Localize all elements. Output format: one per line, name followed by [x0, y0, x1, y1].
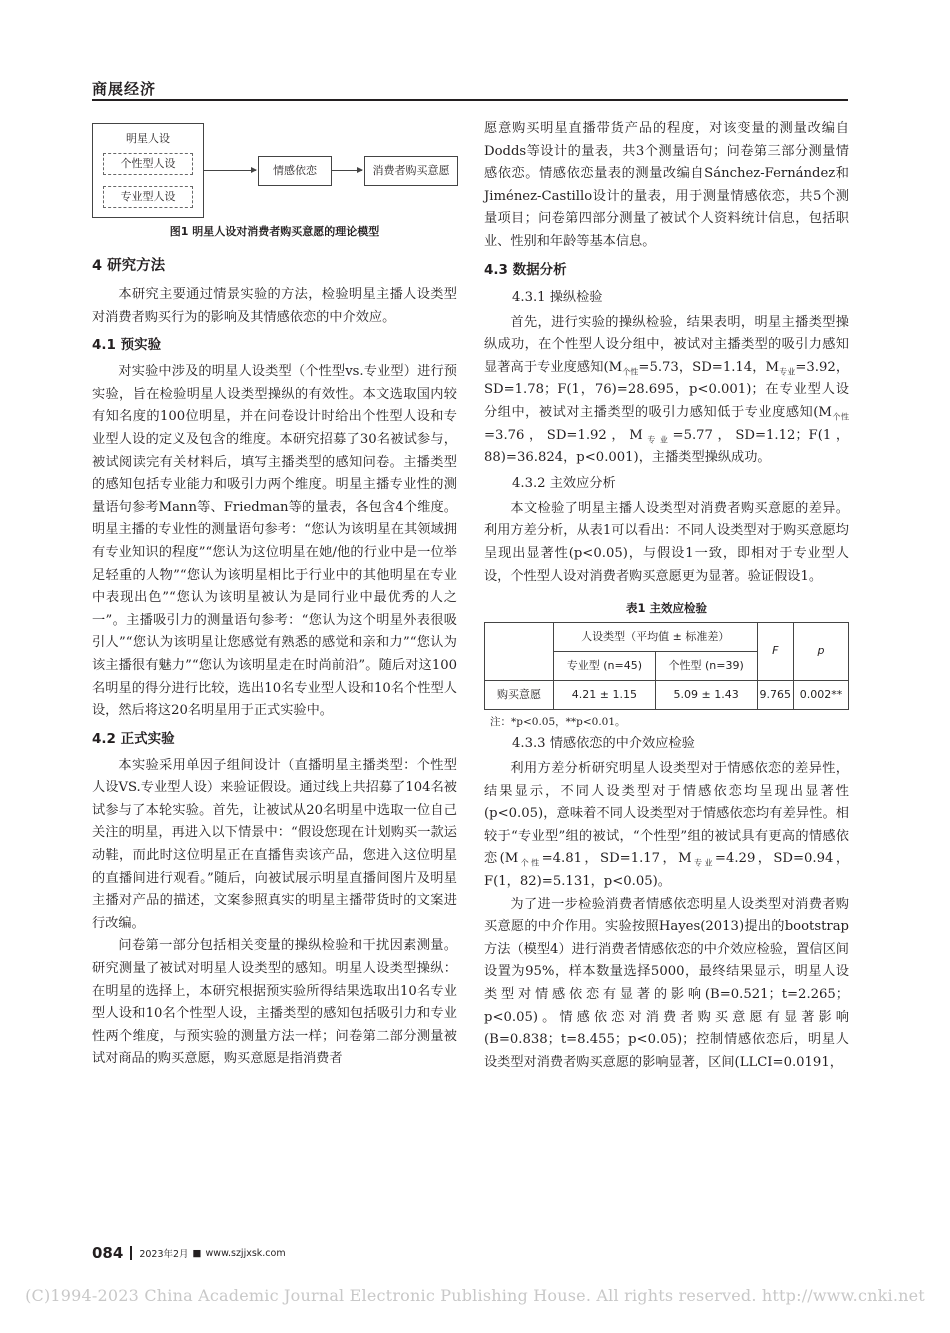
- figure-box-personal: 个性型人设: [103, 153, 193, 175]
- left-column: [92, 118, 457, 1071]
- table-cell: 4.21 ± 1.15: [554, 681, 656, 710]
- subsection-heading: 4.3 数据分析: [484, 261, 567, 278]
- paragraph: 对实验中涉及的明星人设类型（个性型vs.专业型）进行预实验，旨在检验明星人设类型操纵的有效性。本文选取国内较有知名度的100位明星，并在问卷设计时给出个性型人设和专业型人设的定义及包含的维度。本研究招募了30名被试参与，被试阅读完有关材料后，填写主播类型的感知问卷。主播类型的感知包括专业能力和吸引力两个维度。明星主播专业性的测量语句参考Mann等、Friedman等的量表，各包含4个维度。明星主播的专业性的测量语句参考：“您认为该明星在其领域拥有专业知识的程度”“您认为这位明星在她/他的行业中是一位举足轻重的人物”“您认为该明星相比于行业中的其他明星在专业中表现出色”“您认为该明星被认为是同行业中最优秀的人之一”。主播吸引力的测量语句参考：“您认为这个明星外表很吸引人”“您认为该明星让您感觉有熟悉的感觉和亲和力”“您认为该主播很有魅力”“您认为该明星走在时尚前沿”。随后对这100名明星的得分进行比较，选出10名专业型人设和10名个性型人设，然后将这20名明星用于正式实验中。: [92, 364, 457, 719]
- figure-box-mediator: 情感依恋: [258, 156, 332, 186]
- table-cell: 0.002**: [794, 681, 849, 710]
- subsubsection-heading: 4.3.3 情感依恋的中介效应检验: [512, 736, 695, 752]
- figure-box-outcome: 消费者购买意愿: [364, 156, 458, 186]
- arrow-icon: [332, 170, 362, 171]
- paragraph: 本实验采用单因子组间设计（直播明星主播类型：个性型人设VS.专业型人设）来验证假设。通过线上共招募了104名被试参与了本轮实验。首先，让被试从20名明星中选取一位自己关注的明星，再进入以下情景中：“假设您现在计划购买一款运动鞋，而此时这位明星正在直播售卖该产品，您进入这位明星的直播间进行观看。”随后，向被试展示明星直播间图片及明星主播对产品的描述，文案参照真实的明星主播带货时的文案进行改编。: [92, 757, 457, 931]
- right-column: [484, 118, 849, 1074]
- table-title: 表1 主效应检验: [625, 601, 707, 616]
- square-bullet-icon: ■: [192, 1247, 202, 1259]
- paragraph: 愿意购买明星直播带货产品的程度，对该变量的测量改编自Dodds等设计的量表，共3个测量语句；问卷第三部分测量情感依恋。情感依恋量表的测量改编自Sánchez-Fernández和 Jiménez-Castillo设计的量表，用于测量情感依恋，共5个测量项目；问卷第四部分测量了被试个人资料统计信息，包括职业、性别和年龄等基本信息。: [484, 121, 849, 249]
- table-corner-cell: [485, 623, 554, 681]
- subsection-heading: 4.2 正式实验: [92, 730, 175, 747]
- table-group-header: 人设类型（平均值 ± 标准差）: [554, 623, 758, 652]
- subsection-heading: 4.1 预实验: [92, 337, 162, 354]
- footer-url: www.szjjxsk.com: [205, 1247, 286, 1259]
- journal-title: 商展经济: [92, 80, 157, 98]
- table-header-professional: 专业型 (n=45): [554, 652, 656, 681]
- page-number: 084: [92, 1244, 124, 1262]
- header-rule: [92, 99, 848, 101]
- paragraph: 问卷第一部分包括相关变量的操纵检验和干扰因素测量。研究测量了被试对明星人设类型的感知。明星人设类型操纵：在明星的选择上，本研究根据预实验所得结果选取出10名专业型人设和10名个性型人设，主播类型的感知包括吸引力和专业性两个维度，与预实验的测量方法一样；问卷第二部分测量被试对商品的购买意愿，购买意愿是指消费者: [92, 938, 457, 1067]
- footer-issue: 2023年2月: [139, 1249, 189, 1260]
- arrow-icon: [204, 170, 256, 171]
- figure-1: [92, 118, 457, 218]
- table-note: 注：*p<0.05，**p<0.01。: [490, 716, 626, 729]
- figure-outer-title: 明星人设: [126, 132, 170, 145]
- table-header-p: p: [794, 623, 849, 681]
- table-header-personal: 个性型 (n=39): [655, 652, 757, 681]
- table-cell: 9.765: [757, 681, 794, 710]
- paragraph: 首先，进行实验的操纵检验，结果表明，明星主播类型操纵成功，在个性型人设分组中，被试对主播类型的吸引力感知显著高于专业度感知($M_{个性}=5.73$，SD=1.14，$M_{专业}=3.92$，SD=1.78；F(1，76)=28.695，p<0.001)；在专业型人设分组中，被试对主播类型的吸引力感知低于专业度感知($M_{个性}=3.76$，SD=1.92，$M_{专业}=5.77$，SD=1.12；F(1，88)=36.824，p<0.001)，主播类型操纵成功。: [484, 314, 850, 466]
- results-table: [484, 622, 849, 710]
- subsubsection-heading: 4.3.2 主效应分析: [512, 475, 616, 491]
- paragraph: 本研究主要通过情景实验的方法，检验明星主播人设类型对消费者购买行为的影响及其情感依恋的中介效应。: [92, 287, 457, 325]
- table-cell: 5.09 ± 1.43: [655, 681, 757, 710]
- table-header-f: F: [757, 623, 794, 681]
- subsubsection-heading: 4.3.1 操纵检验: [512, 289, 603, 305]
- table-row-label: 购买意愿: [485, 681, 554, 710]
- page-footer: [92, 1244, 286, 1262]
- footer-separator: [130, 1246, 132, 1260]
- section-heading: 4 研究方法: [92, 258, 166, 274]
- figure-outer-box: [92, 123, 204, 218]
- paragraph: 利用方差分析研究明星人设类型对于情感依恋的差异性，结果显示，不同人设类型对于情感依恋均呈现出显著性(p<0.05)，意味着不同人设类型对于情感依恋均有差异性。相较于“专业型”组的被试，“个性型”组的被试具有更高的情感依恋($M_{个性}=4.81$，SD=1.17，$M_{专业}=4.29$，SD=0.94，F(1，82)=5.131，p<0.05)。: [484, 761, 850, 890]
- paragraph: 本文检验了明星主播人设类型对消费者购买意愿的差异。利用方差分析，从表1可以看出：不同人设类型对于购买意愿均呈现出显著性(p<0.05)，与假设1一致，即相对于专业型人设，个性型人设对消费者购买意愿更为显著。验证假设1。: [484, 500, 849, 584]
- paragraph: 为了进一步检验消费者情感依恋明星人设类型对消费者购买意愿的中介作用。实验按照Hayes(2013)提出的bootstrap方法（模型4）进行消费者情感依恋的中介效应检验，置信区间设置为95%，样本数量选择5000，最终结果显示，明星人设类型对情感依恋有显著的影响(B=0.521；t=2.265；p<0.05)。情感依恋对消费者购买意愿有显著影响(B=0.838；t=8.455；p<0.05)；控制情感依恋后，明星人设类型对消费者购买意愿的影响显著，区间(LLCI=0.0191，: [484, 896, 849, 1070]
- figure-caption: 图1 明星人设对消费者购买意愿的理论模型: [169, 225, 380, 238]
- copyright-watermark: (C)1994-2023 China Academic Journal Electronic Publishing House. All rights reserved. http://www.cnki.net: [25, 1286, 925, 1305]
- figure-box-professional: 专业型人设: [103, 186, 193, 208]
